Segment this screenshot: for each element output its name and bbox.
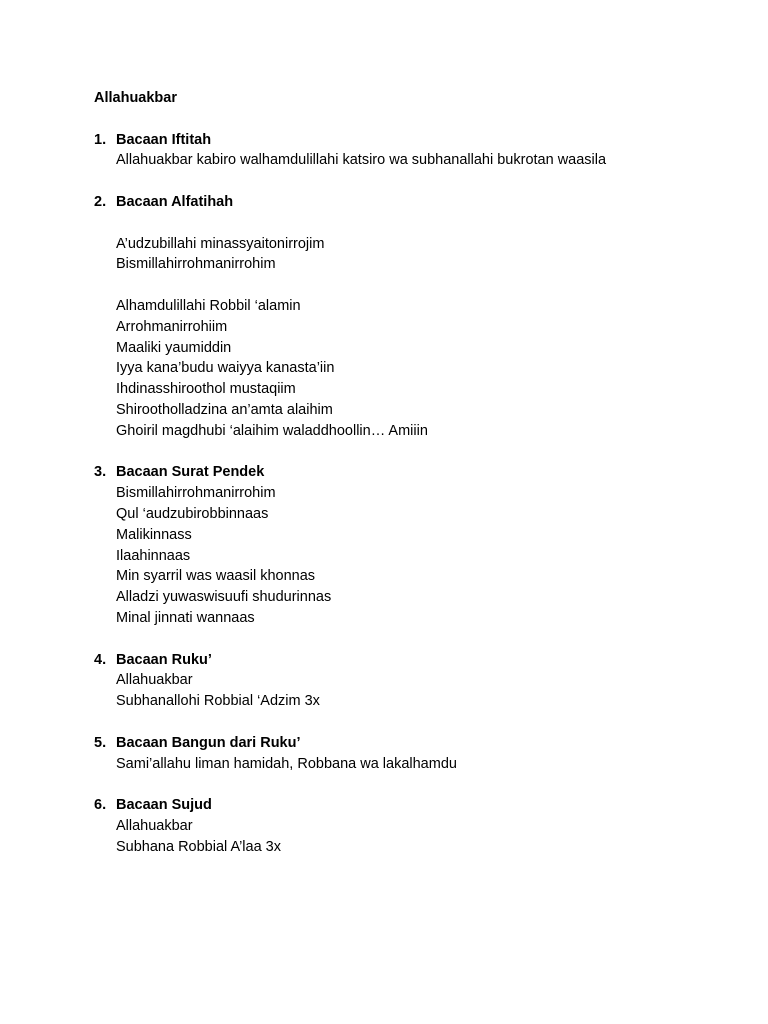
section-text-line: Malikinnass bbox=[116, 526, 192, 543]
section-heading: Bacaan Bangun dari Ruku’ bbox=[116, 734, 301, 751]
section-text-line: Alhamdulillahi Robbil ‘alamin bbox=[116, 297, 301, 314]
section-text-line: Shirootholladzina an’amta alaihim bbox=[116, 401, 333, 418]
section-text-line: Bismillahirrohmanirrohim bbox=[116, 485, 276, 502]
section-text-line: Maaliki yaumiddin bbox=[116, 339, 232, 356]
section-text-line: Allahuakbar kabiro walhamdulillahi katsiro wa subhanallahi bukrotan waasila bbox=[116, 152, 607, 169]
section-iftitah bbox=[94, 130, 734, 172]
section-text-line: Subhana Robbial A’laa 3x bbox=[116, 838, 281, 855]
section-text-line: Min syarril was waasil khonnas bbox=[116, 568, 316, 585]
section-sujud bbox=[94, 795, 734, 857]
spacer bbox=[116, 213, 734, 234]
section-text-line: Minal jinnati wannaas bbox=[116, 609, 255, 626]
section-number: 2. bbox=[94, 193, 107, 210]
section-heading: Bacaan Ruku’ bbox=[116, 651, 212, 668]
section-heading: Bacaan Surat Pendek bbox=[116, 464, 265, 481]
section-text-line: Subhanallohi Robbial ‘Adzim 3x bbox=[116, 693, 320, 710]
section-heading: Bacaan Sujud bbox=[116, 797, 212, 814]
spacer bbox=[116, 275, 734, 296]
section-ruku bbox=[94, 650, 734, 712]
section-number: 1. bbox=[94, 131, 107, 148]
taawudz-block bbox=[116, 234, 734, 276]
document-content bbox=[94, 88, 734, 857]
section-number: 5. bbox=[94, 734, 107, 751]
section-text-line: Qul ‘audzubirobbinnaas bbox=[116, 505, 269, 522]
section-surat-pendek bbox=[94, 462, 734, 628]
fatihah-verses-block bbox=[116, 296, 734, 442]
section-text-line: Iyya kana’budu waiyya kanasta’iin bbox=[116, 360, 335, 377]
section-bangun-ruku bbox=[94, 733, 734, 775]
section-text-line: Allahuakbar bbox=[116, 672, 193, 689]
section-text-line: Arrohmanirrohiim bbox=[116, 318, 228, 335]
section-number: 3. bbox=[94, 464, 107, 481]
section-text-line: A’udzubillahi minassyaitonirrojim bbox=[116, 235, 325, 252]
section-number: 4. bbox=[94, 651, 107, 668]
section-text-line: Sami’allahu liman hamidah, Robbana wa lakalhamdu bbox=[116, 755, 457, 772]
section-text-line: Ihdinasshiroothol mustaqiim bbox=[116, 381, 296, 398]
section-number: 6. bbox=[94, 797, 107, 814]
section-text-line: Allahuakbar bbox=[116, 817, 193, 834]
section-text-line: Ilaahinnaas bbox=[116, 547, 191, 564]
section-alfatihah bbox=[94, 192, 734, 442]
section-heading: Bacaan Alfatihah bbox=[116, 193, 234, 210]
section-heading: Bacaan Iftitah bbox=[116, 131, 212, 148]
section-text-line: Bismillahirrohmanirrohim bbox=[116, 256, 276, 273]
document-title: Allahuakbar bbox=[94, 90, 177, 106]
section-text-line: Ghoiril magdhubi ‘alaihim waladdhoollin… Amiiin bbox=[116, 422, 428, 439]
section-text-line: Alladzi yuwaswisuufi shudurinnas bbox=[116, 589, 332, 606]
